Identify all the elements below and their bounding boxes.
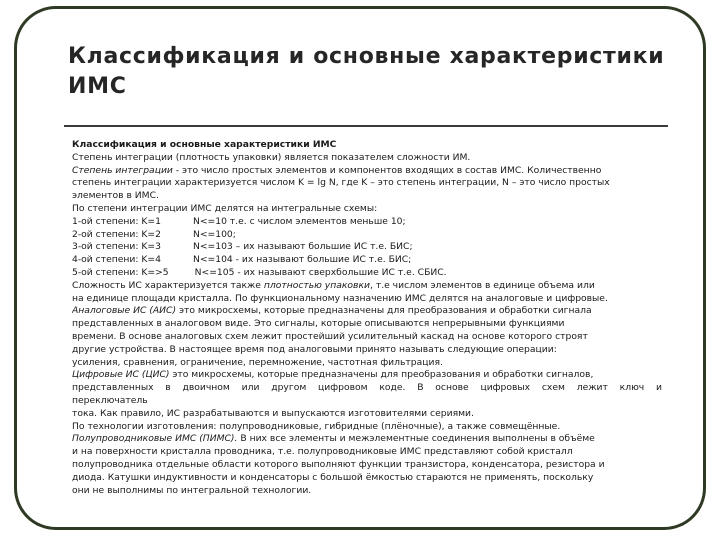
paragraph-integration-degree: Степень интеграции (плотность упаковки) является показателем сложности ИМ.: [72, 151, 471, 163]
term-semiconductor-ic: Полупроводниковые ИМС (ПИМС).: [72, 433, 238, 445]
paragraph-semiconductor: Полупроводниковые ИМС (ПИМС). В них все элементы и межэлементные соединения выполнены в объёме: [72, 433, 595, 445]
slide-body: [72, 139, 662, 497]
paragraph-packing-density: Сложность ИС характеризуется также плотностью упаковки, т.е числом элементов в единице объема или: [72, 279, 595, 291]
degree-item: 1-ой степени: K=1 N<=10 т.е. с числом элементов меньше 10;: [72, 215, 406, 227]
degree-item: 3-ой степени: K=3 N<=103 – их называют большие ИС т.е. БИС;: [72, 241, 413, 253]
paragraph-digital-cont: представленных в двоичном или другом цифровом коде. В основе цифровых схем лежит ключ и: [72, 382, 662, 394]
paragraph-semiconductor-cont: и на поверхности кристалла проводника, т.е. полупроводниковые ИМС представляют собой кристалл: [72, 446, 573, 458]
paragraph-digital: Цифровые ИС (ЦИС) это микросхемы, которые предназначены для преобразования и обработки сигналов,: [72, 369, 594, 381]
paragraph-classification-intro: По степени интеграции ИМС делятся на интегральные схемы:: [72, 202, 378, 214]
paragraph-packing-density-cont: на единице площади кристалла. По функциональному назначению ИМС делятся на аналоговые и цифровые.: [72, 292, 608, 304]
paragraph-analog-cont: усиления, сравнения, ограничение, перемножение, частотная фильтрация.: [72, 356, 443, 368]
paragraph-semiconductor-cont: полупроводника отдельные области которого выполняют функции транзистора, конденсатора, резистора и: [72, 458, 605, 470]
paragraph-definition-cont: степень интеграции характеризуется числом K = lg N, где K – это степень интеграции, N – это число простых: [72, 177, 610, 189]
slide-title: Классификация и основные характеристики ИМС: [68, 44, 665, 99]
term-integration-degree: Степень интеграции: [72, 164, 173, 176]
paragraph-technology: По технологии изготовления: полупроводниковые, гибридные (плёночные), а также совмещённые.: [72, 420, 561, 432]
body-heading: Классификация и основные характеристики ИМС: [72, 139, 337, 150]
degree-item: 5-ой степени: K=>5 N<=105 - их называют сверхбольшие ИС т.е. СБИС.: [72, 266, 447, 278]
paragraph-semiconductor-cont: они не выполнимы по интегральной технологии.: [72, 484, 312, 496]
paragraph-digital-cont: переключатель: [72, 394, 148, 406]
paragraph-analog-cont: другие устройства. В настоящее время под аналоговыми принято называть следующие операции:: [72, 343, 557, 355]
paragraph-analog-cont: представленных в аналоговом виде. Это сигналы, которые описываются непрерывными функциями: [72, 318, 565, 330]
term-digital-ic: Цифровые ИС (ЦИС): [72, 369, 170, 381]
title-divider: [64, 125, 668, 127]
degree-item: 2-ой степени: K=2 N<=100;: [72, 228, 236, 240]
term-packing-density: плотностью упаковки: [263, 279, 370, 291]
degree-item: 4-ой степени: K=4 N<=104 - их называют большие ИС т.е. БИС;: [72, 254, 412, 266]
paragraph-analog-cont: времени. В основе аналоговых схем лежит простейший усилительный каскад на основе которого строят: [72, 330, 588, 342]
term-analog-ic: Аналоговые ИС (АИС): [72, 305, 177, 317]
paragraph-analog: Аналоговые ИС (АИС) это микросхемы, которые предназначены для преобразования и обработки сигнала: [72, 305, 592, 317]
paragraph-digital-cont: тока. Как правило, ИС разрабатываются и выпускаются изготовителями сериями.: [72, 407, 474, 419]
paragraph-definition-end: элементов в ИМС.: [72, 190, 159, 202]
paragraph-definition: Степень интеграции - это число простых элементов и компонентов входящих в состав ИМС. Количественно: [72, 164, 602, 176]
paragraph-semiconductor-cont: диода. Катушки индуктивности и конденсаторы с большой ёмкостью стараются не применять, поскольку: [72, 471, 594, 483]
